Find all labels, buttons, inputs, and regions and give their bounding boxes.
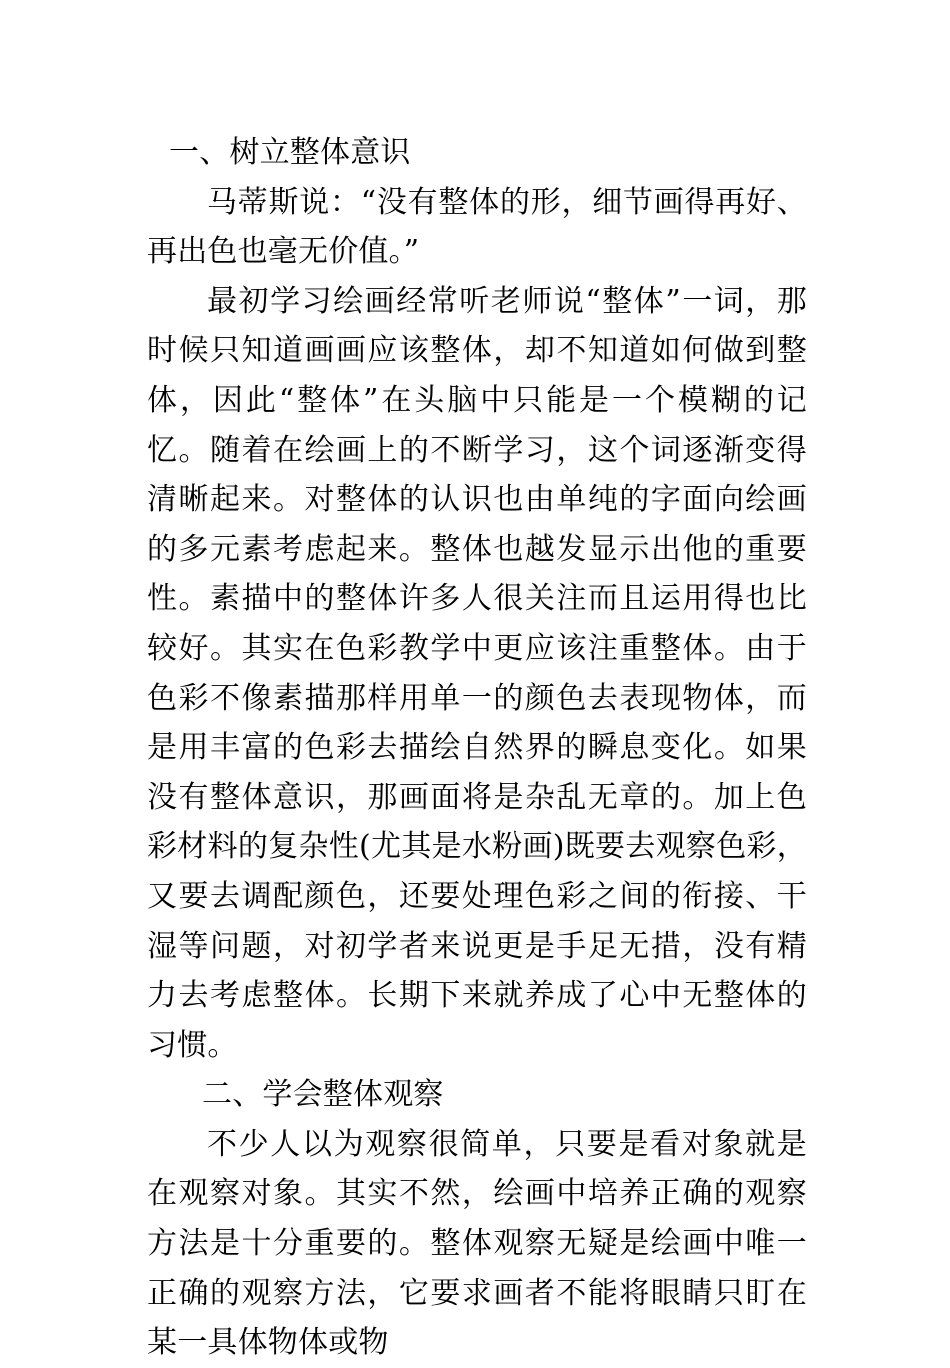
paragraph-quote: 马蒂斯说：“没有整体的形，细节画得再好、再出色也毫无价值。” [147, 184, 807, 270]
section-heading-1: 一、树立整体意识 [169, 135, 411, 170]
section-heading-2: 二、学会整体观察 [202, 1077, 444, 1113]
document-body [147, 128, 807, 1368]
paragraph-body-1: 最初学习绘画经常听老师说“整体”一词，那时候只知道画画应该整体，却不知道如何做到整体，因此“整体”在头脑中只能是一个模糊的记忆。随着在绘画上的不断学习，这个词逐渐变得清晰起来。对整体的认识也由单纯的字面向绘画的多元素考虑起来。整体也越发显示出他的重要性。素描中的整体许多人很关注而且运用得也比较好。其实在色彩教学中更应该注重整体。由于色彩不像素描那样用单一的颜色去表现物体，而是用丰富的色彩去描绘自然界的瞬息变化。如果没有整体意识，那画面将是杂乱无章的。加上色彩材料的复杂性(尤其是水粉画)既要去观察色彩，又要去调配颜色，还要处理色彩之间的衔接、干湿等问题，对初学者来说更是手足无措，没有精力去考虑整体。长期下来就养成了心中无整体的习惯。 [147, 283, 807, 1063]
paragraph-body-2: 不少人以为观察很简单，只要是看对象就是在观察对象。其实不然，绘画中培养正确的观察方法是十分重要的。整体观察无疑是绘画中唯一正确的观察方法，它要求画者不能将眼睛只盯在某一具体物体或物 [147, 1126, 807, 1361]
